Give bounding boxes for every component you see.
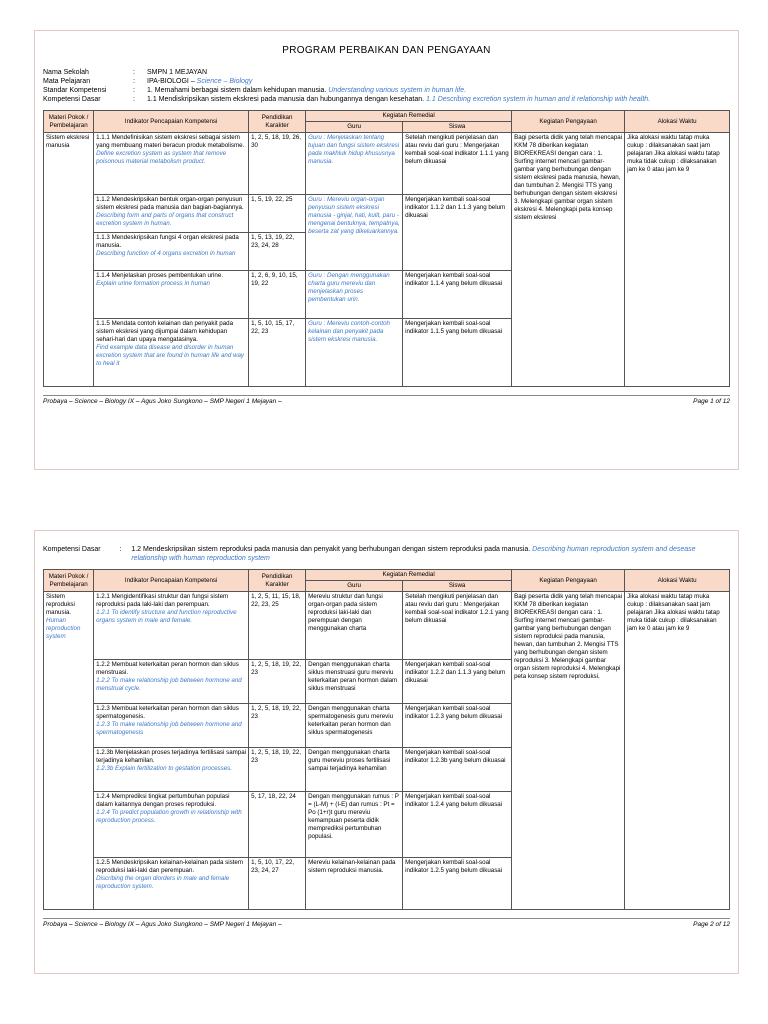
page-footer: Probaya – Science – Biology IX – Agus Joko Sungkono – SMP Negeri 1 Mejayan – Page 2 of 12: [43, 918, 730, 928]
column-header: Kegiatan Pengayaan: [512, 111, 625, 133]
meta-row: Kompetensi Dasar : 1.2 Mendeskripsikan sistem reproduksi pada manusia dan penyakit yang berhubungan dengan sistem reproduksi pada manusia. Describing human reproduction system and desease relationship with human reproduction system: [43, 546, 696, 562]
table-row: 1.1.5 Mendata contoh kelainan dan penyakit pada sistem ekskresi yang dijumpai dalam kehidupan sehari-hari dan upaya mengatasinya. Find example data disease and disorder in human excretion system that are found in human life and way to heal it 1, 5, 10, 15, 17, 22, 23 Guru : Mereviu contoh-contoh kelainan dan penyakit pada sistem ekskresi manusia. Mengerjakan kembali soal-soal indikator 1.1.5 yang belum dikuasai: [44, 319, 730, 387]
table-row: 1.2.2 Membuat keterkaitan peran hormon dan siklus menstruasi. 1.2.2 To make relationship job between hormone and menstrual cycle. 1, 2, 5, 18, 19, 22, 23 Dengan menggunakan charta siklus menstruasi guru mereviu keterkaitan peran hormon dalam siklus menstruasi Mengerjakan kembali soal-soal indikator 1.2.2 dan 1.1.3 yang belum dikuasai: [44, 660, 730, 704]
table-row: 1.2.3b Menjelaskan proses terjadinya fertilisasi sampai terjadinya kehamilan. 1.2.3b Explain fertilization to gestation processes. 1, 2, 5, 18, 19, 22, 23 Dengan menggunakan charta guru mereviu proses fertilisasi sampai terjadinya kehamilan Mengerjakan kembali soal-soal indikator 1.2.3b yang belum dikuasai: [44, 748, 730, 792]
header-meta: [43, 68, 730, 104]
table-row: 1.1.2 Mendeskripsikan bentuk organ-organ penyusun sistem ekskresi pada manusia dan bagian-bagiannya. Describing form and parts of organs that construct excretion system in human. 1, 5, 19, 22, 25 Guru : Mereviu organ-organ penyusun sistem ekskresi manusia - ginjal, hati, kulit, paru - mengenai bentuknya, tempatnya, beserta zat yang dikeluarkannya. Mengerjakan kembali soal-soal indikator 1.1.2 dan 1.1.3 yang belum dikuasai: [44, 195, 730, 233]
column-header: Indikator Pencapaian Kompetensi: [94, 570, 249, 592]
meta-row: Mata Pelajaran : IPA-BIOLOGI – Science – Biology: [43, 78, 253, 85]
column-header: Pendidikan Karakter: [249, 570, 306, 592]
page-title: PROGRAM PERBAIKAN DAN PENGAYAAN: [282, 45, 491, 56]
remedial-table: [43, 110, 730, 387]
table-row: 1.1.3 Mendeskripsikan fungsi 4 organ ekskresi pada manusia. Describing function of 4 organs excretion in human 1, 5, 13, 19, 22, 23, 24, 28: [44, 233, 730, 271]
column-header: Alokasi Waktu: [625, 570, 730, 592]
column-header: Kegiatan Pengayaan: [512, 570, 625, 592]
column-header: Guru: [306, 122, 403, 133]
table-row: 1.2.3 Membuat keterkaitan peran hormon dan siklus spermatogenesis. 1.2.3 To make relationship job between hormone and spermatogenesis 1, 2, 5, 18, 19, 22, 23 Dengan menggunakan charta spermatogenesis guru mereviu keterkaitan peran hormon dan siklus spermatogenesis Mengerjakan kembali soal-soal indikator 1.2.3 yang belum dikuasai: [44, 704, 730, 748]
page-2: [34, 530, 739, 974]
column-header: Alokasi Waktu: [625, 111, 730, 133]
page-1: [34, 30, 739, 470]
meta-row: Nama Sekolah : SMPN 1 MEJAYAN: [43, 69, 208, 76]
remedial-table: [43, 569, 730, 910]
column-header: Kegiatan Remedial: [306, 111, 512, 122]
meta-row: Standar Kompetensi : 1. Memahami berbagai sistem dalam kehidupan manusia. Understanding various system in human life.: [43, 87, 467, 94]
header-meta: [43, 545, 730, 563]
column-header: Indikator Pencapaian Kompetensi: [94, 111, 249, 133]
column-header: Materi Pokok / Pembelajaran: [44, 570, 94, 592]
table-row: 1.1.4 Menjelaskan proses pembentukan urine. Explain urine formation process in human 1, 2, 6, 9, 10, 15, 19, 22 Guru : Dengan menggunakan charta guru mereviu dan menjelaskan proses pembentukan urin. Mengerjakan kembali soal-soal indikator 1.1.4 yang belum dikuasai: [44, 271, 730, 319]
column-header: Materi Pokok / Pembelajaran: [44, 111, 94, 133]
table-row: 1.2.4 Memprediksi tingkat pertumbuhan populasi dalam kaitannya dengan proses reproduksi. 1.2.4 To predict population growth in relationship with reproduction process. 5, 17, 18, 22, 24 Dengan menggunakan rumus : P = (L-M) + (I-E) dan rumus : Pt = Po (1+r)t guru mereviu kemampuan peserta didik memprediksi pertumbuhan populasi. Mengerjakan kembali soal-soal indikator 1.2.4 yang belum dikuasai: [44, 792, 730, 858]
page-footer: Probaya – Science – Biology IX – Agus Joko Sungkono – SMP Negeri 1 Mejayan – Page 1 of 12: [43, 395, 730, 405]
table-row: 1.2.5 Mendeskripsikan kelainan-kelainan pada sistem reproduksi laki-laki dan perempuan. Discribing the organ diorders in male and female reproduction system. 1, 5, 10, 17, 22, 23, 24, 27 Mereviu kelainan-kelainan pada sistem reproduksi manusia. Mengerjakan kembali soal-soal indikator 1.2.5 yang belum dikuasai: [44, 858, 730, 910]
meta-row: Kompetensi Dasar : 1.1 Mendiskripsikan sistem ekskresi pada manusia dan hubungannya dengan kesehatan. 1.1 Describing excretion system in human and it relationship with health.: [43, 96, 651, 103]
table-row: Sistem ekskresi manusia 1.1.1 Mendefinisikan sistem ekskresi sebagai sistem yang membuang materi beracun produk metabolisme. Define excretion system as system that remove poisonous material metabolism product. 1, 2, 5, 18, 19, 26, 30 Guru : Menjelaskan tentang tujuan dan fungsi sistem ekskresi pada makhluk hidup khususnya manusia. Setelah mengikuti penjelasan dan atau reviu dari guru : Mengerjakan kembali soal-soal indikator 1.1.1 yang belum dikuasai Bagi peserta didik yang telah mencapai KKM 78 diberikan kegiatan BIOREKREASI dengan cara : 1. Surfing internet mencari gambar-gambar yang berhubungan dengan sistem ekskresi pada manusia, hewan, dan tumbuhan 2. Mengisi TTS yang berhubungan dengan sistem ekskresi 3. Melengkapi gambar organ sistem ekskresi 4. Melengkapi peta konsep sistem ekskresi Jika alokasi waktu tatap muka cukup : dilaksanakan saat jam pelajaran Jika alokasi waktu tatap muka tidak cukup : dilaksanakan jam ke 0 atau jam ke 9: [44, 133, 730, 195]
column-header: Kegiatan Remedial: [306, 570, 512, 581]
column-header: Guru: [306, 581, 403, 592]
column-header: Siswa: [403, 581, 512, 592]
table-row: Sistem reproduksi manusia. Human reproduction system 1.2.1 Mengidentifikasi struktur dan fungsi sistem reproduksi pada laki-laki dan perempuan. 1.2.1 To identify structure and function reproductive organs system in male and female. 1, 2, 5, 11, 15, 18, 22, 23, 25 Mereviu struktur dan fungsi organ-organ pada sistem reproduksi laki-laki dan perempuan dengan menggunakan charta Setelah mengikuti penjelasan dan atau reviu dari guru : Mengerjakan kembali soal-soal indikator 1.2.1 yang belum dikuasai Bagi peserta didik yang telah mencapai KKM 78 diberikan kegiatan BIOREKREASI dengan cara : 1. Surfing internet mencari gambar-gambar yang berhubungan dengan sistem reproduksi pada manusia, hewan, dan tumbuhan 2. Mengisi TTS yang berhubungan dengan sistem reproduksi 3. Melengkapi gambar organ sistem reproduksi 4. Melengkapi peta konsep sistem reproduksi. Jika alokasi waktu tatap muka cukup : dilaksanakan saat jam pelajaran Jika alokasi waktu tatap muka tidak cukup : dilaksanakan jam ke 0 atau jam ke 9: [44, 592, 730, 660]
column-header: Siswa: [403, 122, 512, 133]
column-header: Pendidikan Karakter: [249, 111, 306, 133]
